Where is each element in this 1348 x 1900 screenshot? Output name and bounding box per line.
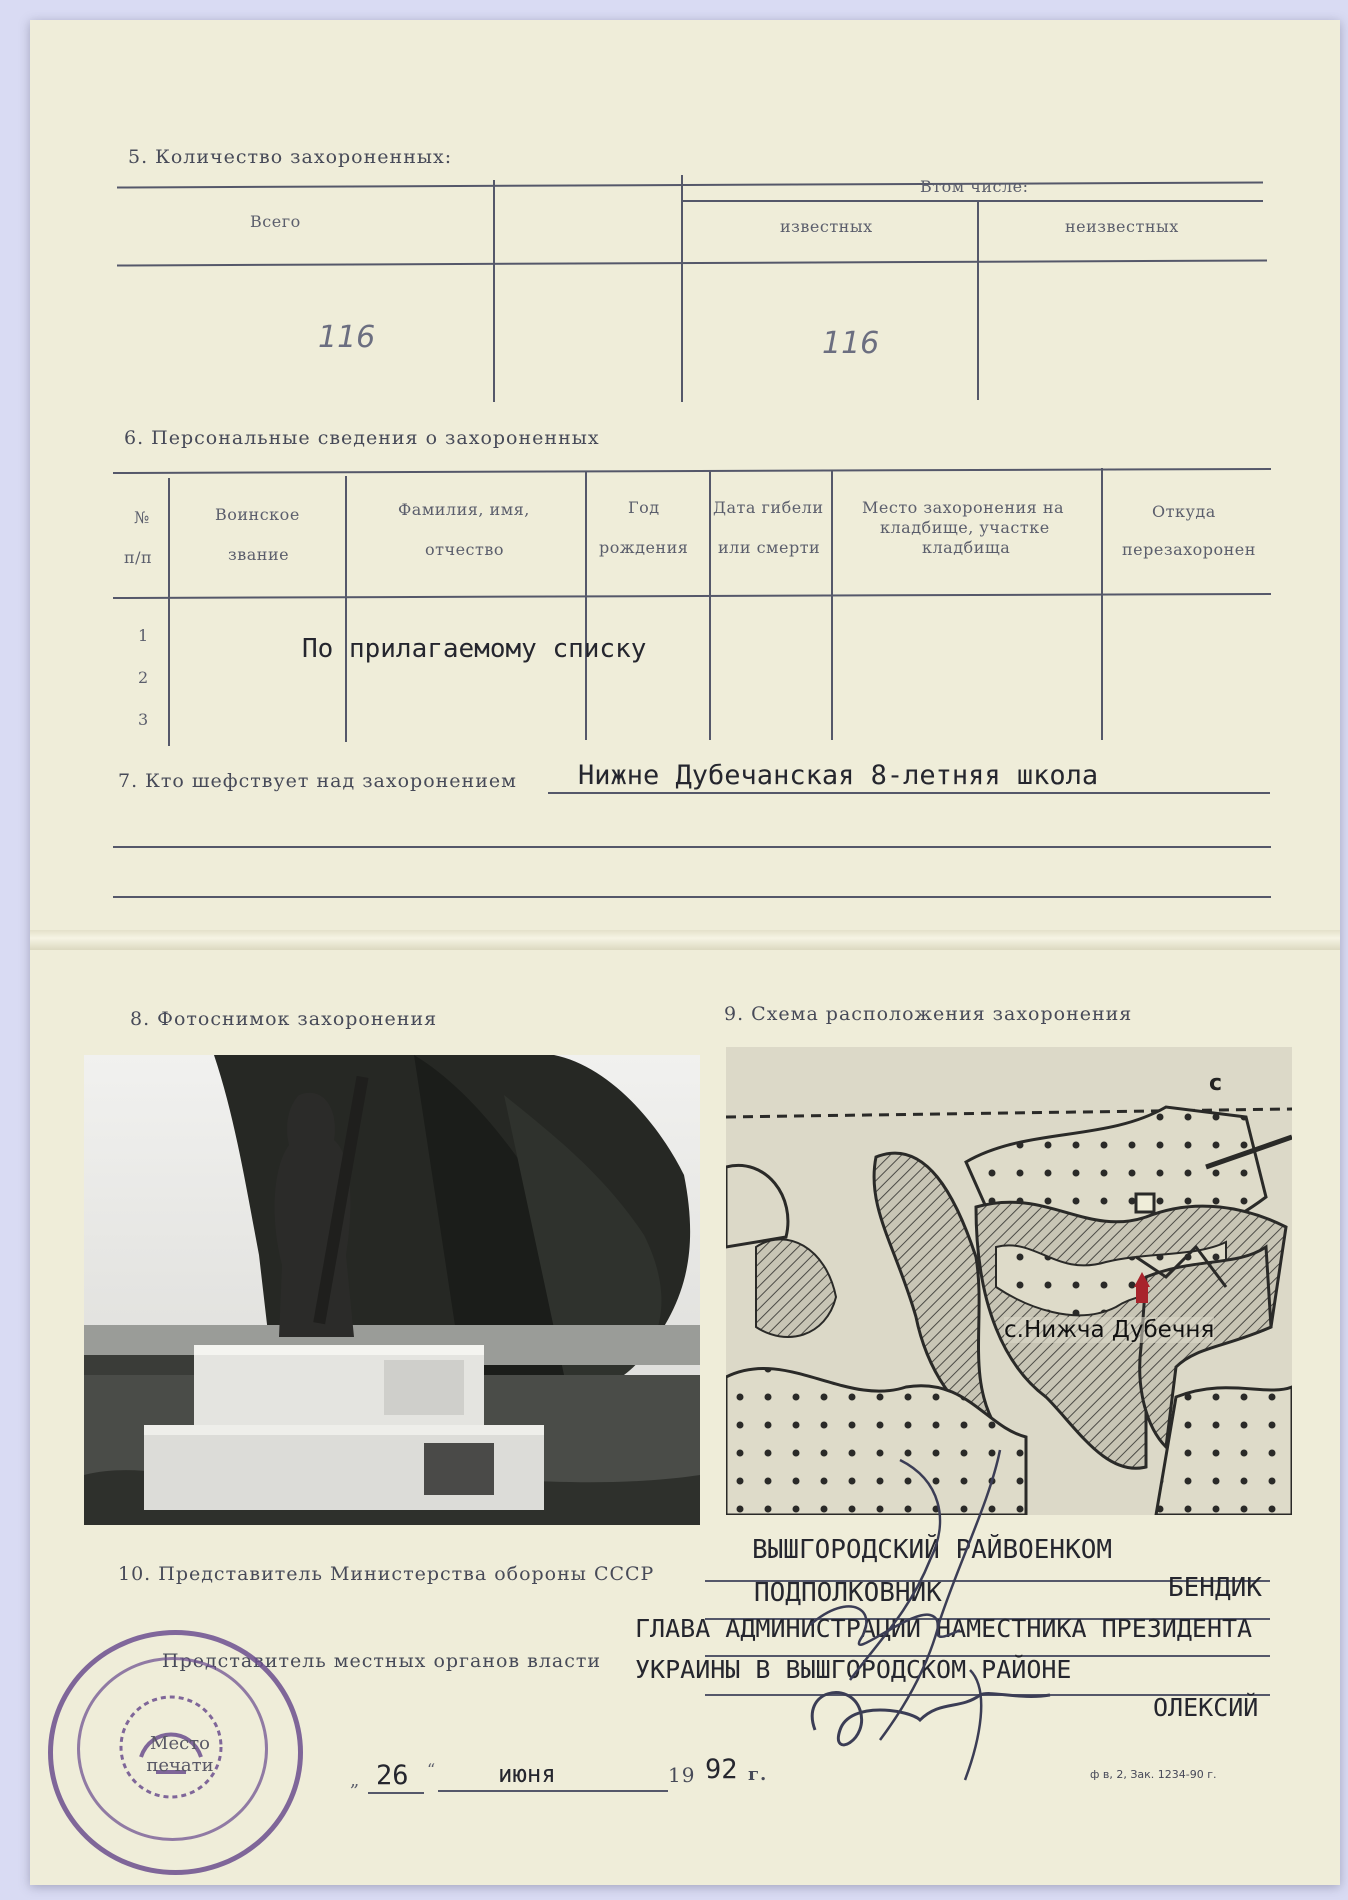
table6-divider-2 (345, 476, 347, 742)
header-place-3: кладбища (922, 538, 1011, 557)
row-number-1: 1 (138, 626, 149, 645)
table5-divider-3 (977, 200, 979, 400)
handwritten-signatures (790, 1440, 1170, 1800)
header-name-2: отчество (425, 540, 504, 559)
date-suffix: г. (748, 1764, 768, 1785)
col-total-header: Всего (250, 212, 301, 231)
local-representative-name: ОЛЕКСИЙ (1153, 1693, 1259, 1722)
col-known-header: известных (780, 217, 873, 236)
date-year-suffix: 92 (705, 1754, 738, 1785)
print-order-mark: ф в, 2, Зак. 1234-90 г. (1090, 1768, 1217, 1781)
table6-divider-6 (1101, 468, 1103, 740)
table5-sub-line (683, 200, 1263, 202)
blank-line-2 (113, 896, 1271, 898)
date-month-underline (438, 1790, 668, 1792)
date-day: 26 (376, 1760, 409, 1791)
table6-divider-3 (585, 472, 587, 740)
map-village-label: с.Нижча Дубечня (1004, 1317, 1215, 1343)
blank-line-1 (113, 846, 1271, 848)
map-north-mark: с (1209, 1071, 1223, 1096)
table6-divider-5 (831, 470, 833, 740)
known-value: 116 (822, 326, 880, 361)
col-including-header: Втом числе: (920, 177, 1029, 196)
representative-line-1: ВЫШГОРОДСКИЙ РАЙВОЕНКОМ (752, 1535, 1113, 1565)
table6-divider-4 (709, 470, 711, 740)
section7-title: 7. Кто шефствует над захоронением (118, 770, 517, 792)
attached-list-note: По прилагаемому списку (302, 634, 647, 664)
header-from-1: Откуда (1152, 502, 1216, 521)
section6-title: 6. Персональные сведения о захороненных (124, 427, 600, 449)
row-number-2: 2 (138, 668, 149, 687)
header-num-2: п/п (124, 548, 153, 567)
table5-divider-1 (493, 180, 495, 402)
representative-rank: ПОДПОЛКОВНИК (754, 1578, 942, 1608)
section9-title: 9. Схема расположения захоронения (724, 1003, 1133, 1025)
header-name-1: Фамилия, имя, (398, 500, 530, 519)
header-place-2: кладбище, участке (880, 518, 1050, 537)
total-value: 116 (318, 320, 376, 355)
section10-title: 10. Представитель Министерства обороны СССР (118, 1563, 655, 1585)
header-death-2: или смерти (718, 538, 821, 557)
memorial-photo (84, 1055, 700, 1525)
representative-surname: БЕНДИК (1168, 1573, 1262, 1603)
date-month: июня (498, 1760, 556, 1788)
local-representative-line-2: УКРАИНЫ В ВЫШГОРОДСКОМ РАЙОНЕ (635, 1655, 1072, 1684)
date-close-quote: “ (427, 1760, 436, 1779)
patron-value: Нижне Дубечанская 8-летняя школа (578, 760, 1099, 791)
header-num-1: № (134, 508, 150, 527)
memorial-photo-image (84, 1055, 700, 1525)
page-fold (30, 930, 1340, 950)
date-day-underline (368, 1792, 424, 1794)
official-stamp (48, 1630, 303, 1875)
header-from-2: перезахоронен (1122, 540, 1256, 559)
header-year-1: Год (628, 498, 660, 517)
header-rank-1: Воинское (215, 505, 300, 524)
section8-title: 8. Фотоснимок захоронения (130, 1008, 438, 1030)
col-unknown-header: неизвестных (1065, 217, 1179, 236)
table6-divider-1 (168, 478, 170, 746)
stamp-placeholder-text: Место печати (146, 1733, 214, 1776)
patron-underline (548, 792, 1270, 794)
local-representative-line-1: ГЛАВА АДМИНИСТРАЦИИ НАМЕСТНИКА ПРЕЗИДЕНТА (635, 1614, 1253, 1643)
table5-divider-2 (681, 175, 683, 402)
section5-title: 5. Количество захороненных: (128, 146, 453, 168)
header-place-1: Место захоронения на (862, 498, 1065, 517)
date-open-quote: „ (350, 1770, 360, 1791)
row-number-3: 3 (138, 710, 149, 729)
header-year-2: рождения (599, 538, 689, 557)
date-year-prefix: 19 (668, 1763, 696, 1787)
header-rank-2: звание (228, 545, 290, 564)
header-death-1: Дата гибели (713, 498, 824, 517)
local-authority-title: Представитель местных органов власти (162, 1650, 602, 1672)
